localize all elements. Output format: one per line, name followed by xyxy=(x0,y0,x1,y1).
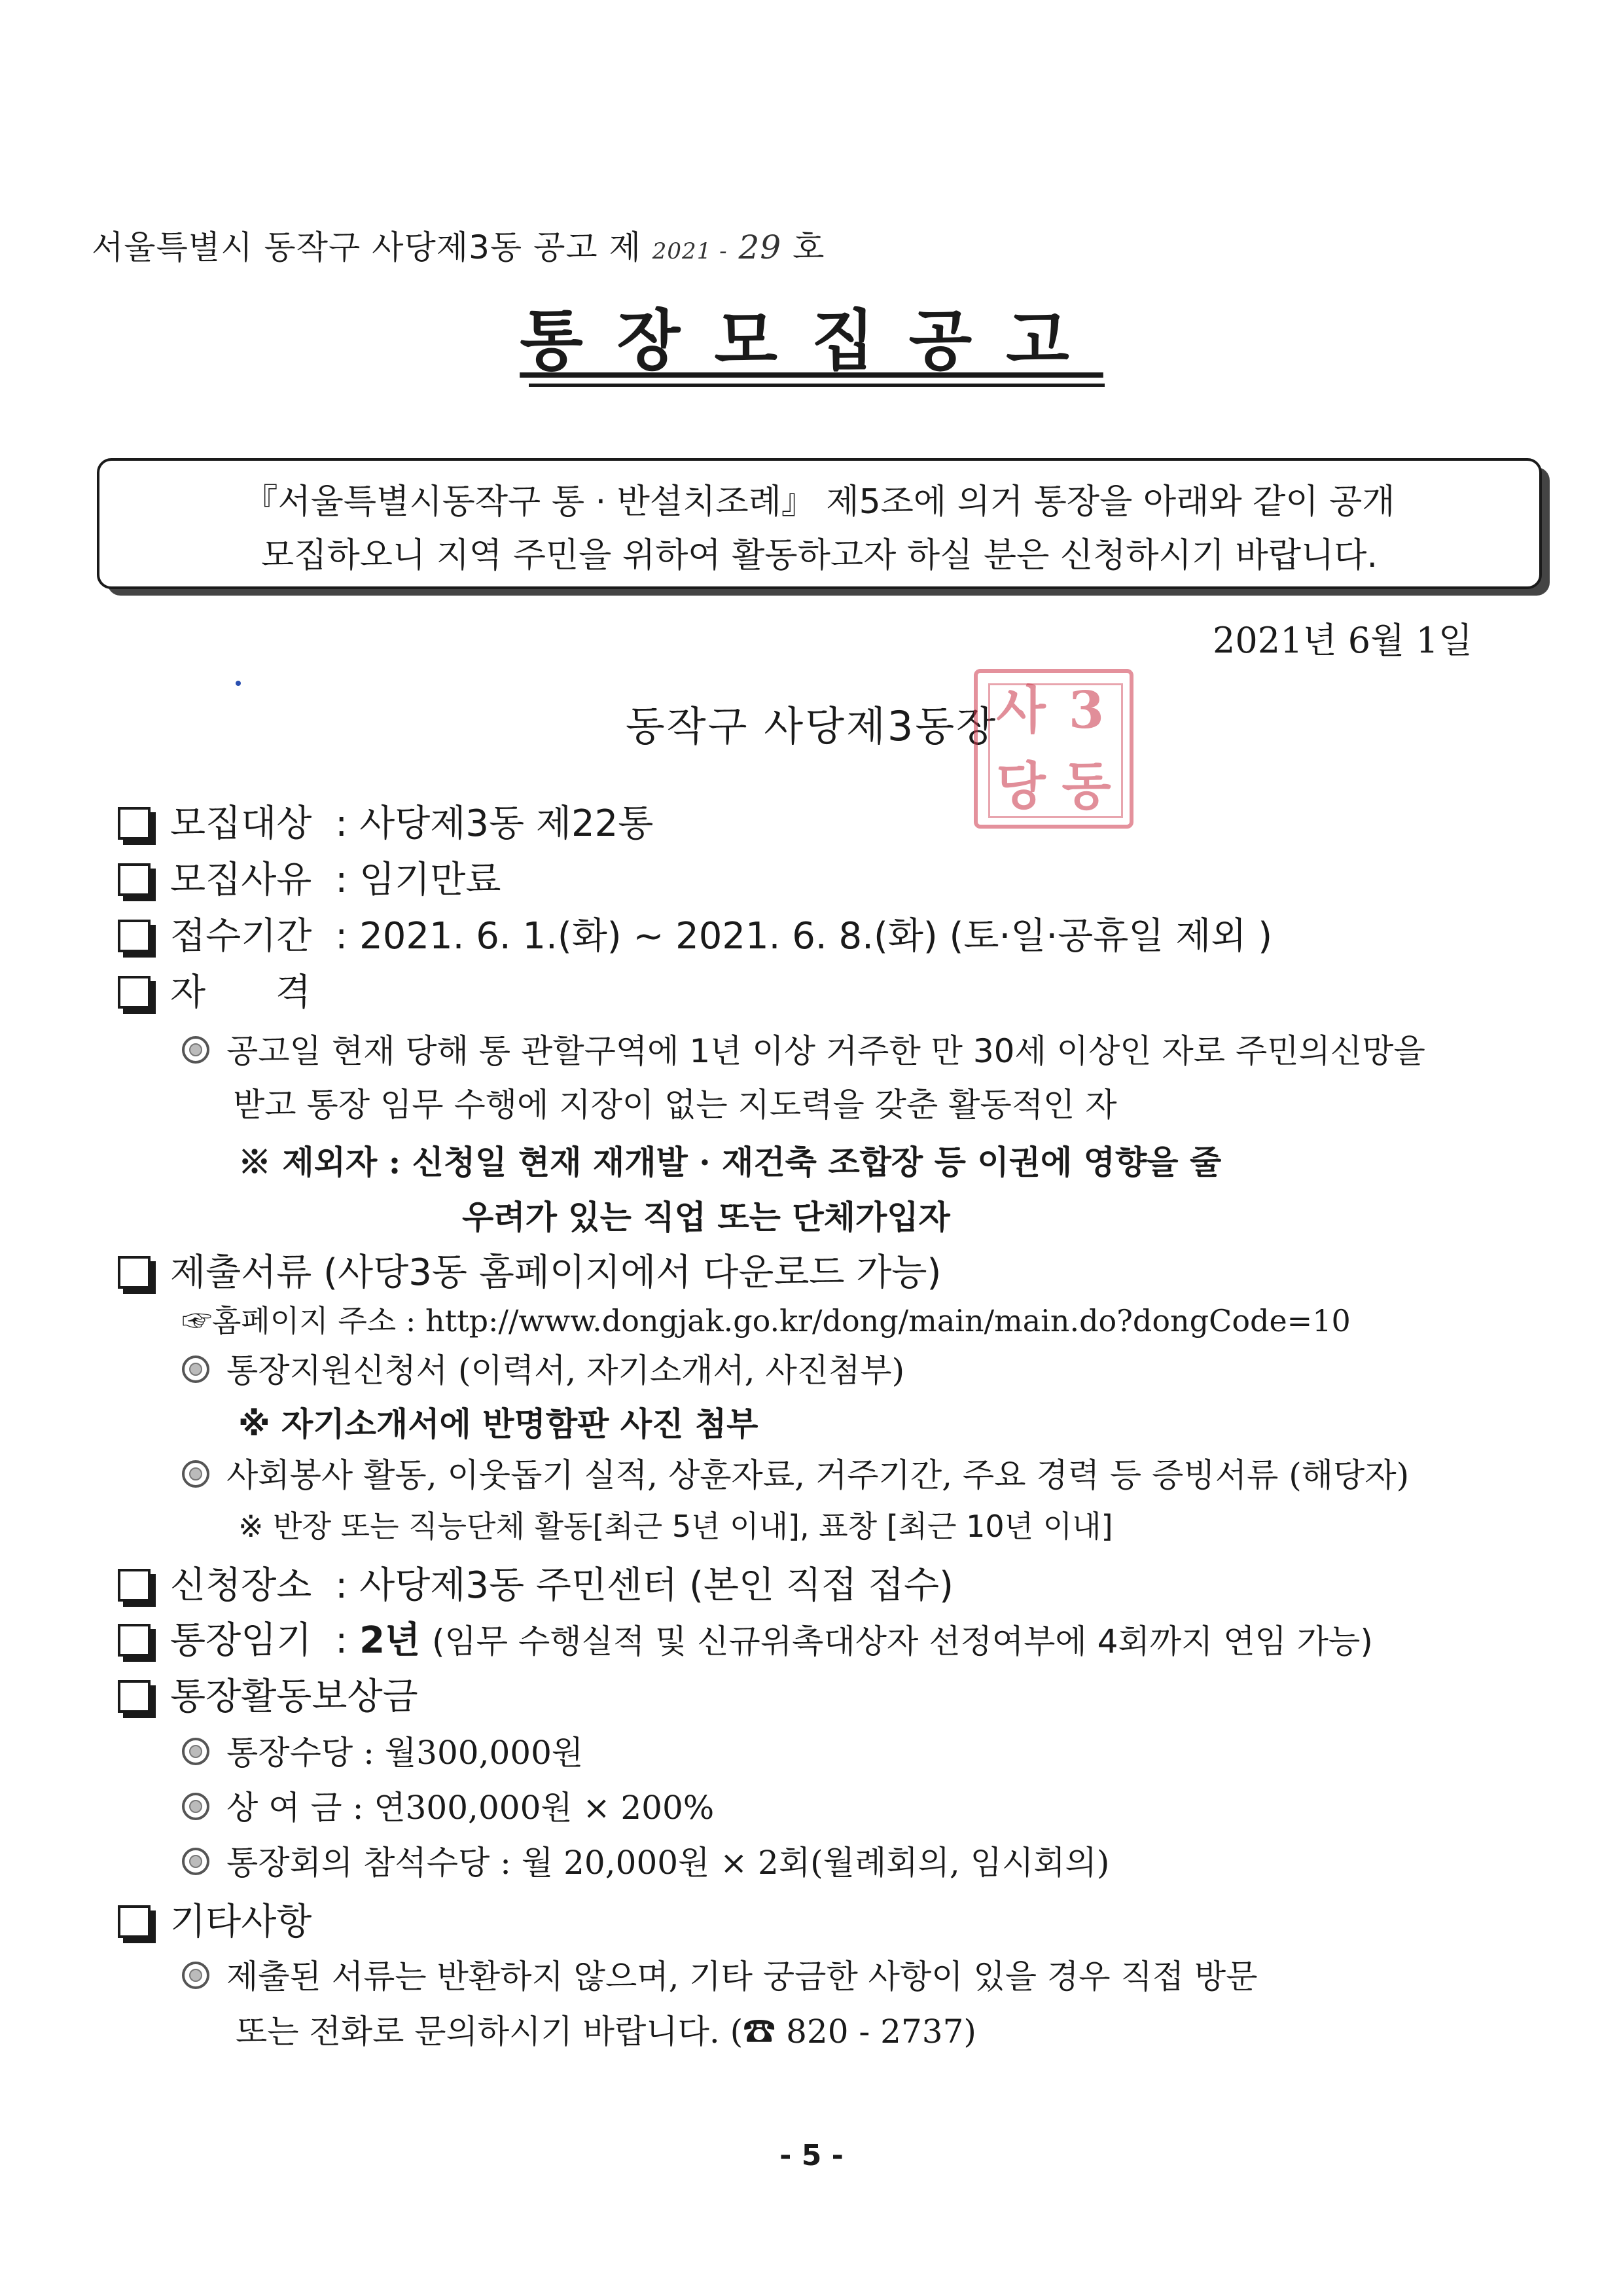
checkbox-icon xyxy=(118,1905,151,1938)
notice-line-1: 『서울특별시동작구 통 · 반설치조례』 제5조에 의거 통장을 아래와 같이 공개 xyxy=(243,482,1395,522)
compensation-item-1: 통장수당 : 월300,000원 xyxy=(182,1727,583,1774)
seal-char: 당 xyxy=(996,757,1046,816)
section-compensation: 통장활동보상금 xyxy=(118,1668,418,1720)
checkbox-icon xyxy=(118,863,151,896)
notice-line-2: 모집하오니 지역 주민을 위하여 활동하고자 하실 분은 신청하시기 바랍니다. xyxy=(261,536,1378,575)
section-term: 통장임기 : 2년 (임무 수행실적 및 신규위촉대상자 선정여부에 4회까지 연임 가능) xyxy=(118,1611,1373,1664)
notice-number-prefix: 서울특별시 동작구 사당제3동 공고 제 xyxy=(92,228,641,266)
exclusion-line-2: 우려가 있는 직업 또는 단체가입자 xyxy=(462,1198,950,1236)
issuer: 동작구 사당제3동장 xyxy=(625,702,998,750)
document-item-1: 통장지원신청서 (이력서, 자기소개서, 사진첨부) xyxy=(182,1344,904,1391)
notice-box xyxy=(97,458,1542,589)
seal-char: 3 xyxy=(1068,681,1105,740)
qualification-line-1: 공고일 현재 당해 통 관할구역에 1년 이상 거주한 만 30세 이상인 자로 주민의신망을 xyxy=(182,1025,1425,1072)
circle-bullet-icon xyxy=(182,1962,209,1989)
section-period: 접수기간 : 2021. 6. 1.(화) ~ 2021. 6. 8.(화) (토·일·공휴일 제외 ) xyxy=(118,907,1272,960)
ink-dot xyxy=(236,681,241,686)
checkbox-icon xyxy=(118,1680,151,1713)
page-title: 통장모집공고 xyxy=(520,302,1103,379)
checkbox-icon xyxy=(118,1256,151,1289)
checkbox-icon xyxy=(118,1569,151,1602)
title-underline xyxy=(529,384,1105,387)
checkbox-icon xyxy=(118,1624,151,1657)
notice-number-suffix: 호 xyxy=(793,228,825,266)
checkbox-icon xyxy=(118,807,151,840)
document-item-2: 사회봉사 활동, 이웃돕기 실적, 상훈자료, 거주기간, 주요 경력 등 증빙서류 (해당자) xyxy=(182,1449,1409,1496)
seal-char: 동 xyxy=(1061,757,1111,816)
section-documents: 제출서류 (사당3동 홈페이지에서 다운로드 가능) xyxy=(118,1244,941,1296)
qualification-line-2: 받고 통장 임무 수행에 지장이 없는 지도력을 갖춘 활동적인 자 xyxy=(233,1086,1117,1124)
checkbox-icon xyxy=(118,976,151,1009)
etc-line-2: 또는 전화로 문의하시기 바랍니다. (☎ 820 - 2737) xyxy=(236,2013,976,2051)
section-reason: 모집사유 : 임기만료 xyxy=(118,851,501,903)
section-target: 모집대상 : 사당제3동 제22통 xyxy=(118,795,653,847)
section-etc: 기타사항 xyxy=(118,1893,312,1945)
exclusion-line-1: ※ 제외자 : 신청일 현재 재개발 · 재건축 조합장 등 이권에 영향을 줄 xyxy=(238,1143,1222,1181)
compensation-item-2: 상 여 금 : 연300,000원 × 200% xyxy=(182,1782,714,1829)
circle-bullet-icon xyxy=(182,1738,209,1765)
seal-characters xyxy=(978,673,1130,825)
circle-bullet-icon xyxy=(182,1036,209,1064)
official-seal xyxy=(974,669,1133,829)
document-item-1-note: ※ 자기소개서에 반명함판 사진 첨부 xyxy=(238,1405,758,1443)
circle-bullet-icon xyxy=(182,1848,209,1875)
notice-number-year: 2021 - xyxy=(652,238,728,264)
notice-number-seq: 29 xyxy=(738,228,782,266)
homepage-url: ☞홈페이지 주소 : http://www.dongjak.go.kr/dong/main/main.do?dongCode=10 xyxy=(182,1303,1351,1338)
seal-char: 사 xyxy=(996,681,1046,740)
page-number: - 5 - xyxy=(779,2139,844,2172)
notice-date: 2021년 6월 1일 xyxy=(1213,620,1472,661)
notice-number-line xyxy=(92,221,825,268)
checkbox-icon xyxy=(118,920,151,952)
section-qualification: 자 격 xyxy=(118,963,311,1016)
document-item-2-note: ※ 반장 또는 직능단체 활동[최근 5년 이내], 표창 [최근 10년 이내] xyxy=(238,1509,1113,1544)
etc-line-1: 제출된 서류는 반환하지 않으며, 기타 궁금한 사항이 있을 경우 직접 방문 xyxy=(182,1950,1258,1998)
section-place: 신청장소 : 사당제3동 주민센터 (본인 직접 접수) xyxy=(118,1556,954,1609)
compensation-item-3: 통장회의 참석수당 : 월 20,000원 × 2회(월례회의, 임시회의) xyxy=(182,1837,1109,1884)
circle-bullet-icon xyxy=(182,1355,209,1383)
circle-bullet-icon xyxy=(182,1460,209,1488)
circle-bullet-icon xyxy=(182,1793,209,1820)
